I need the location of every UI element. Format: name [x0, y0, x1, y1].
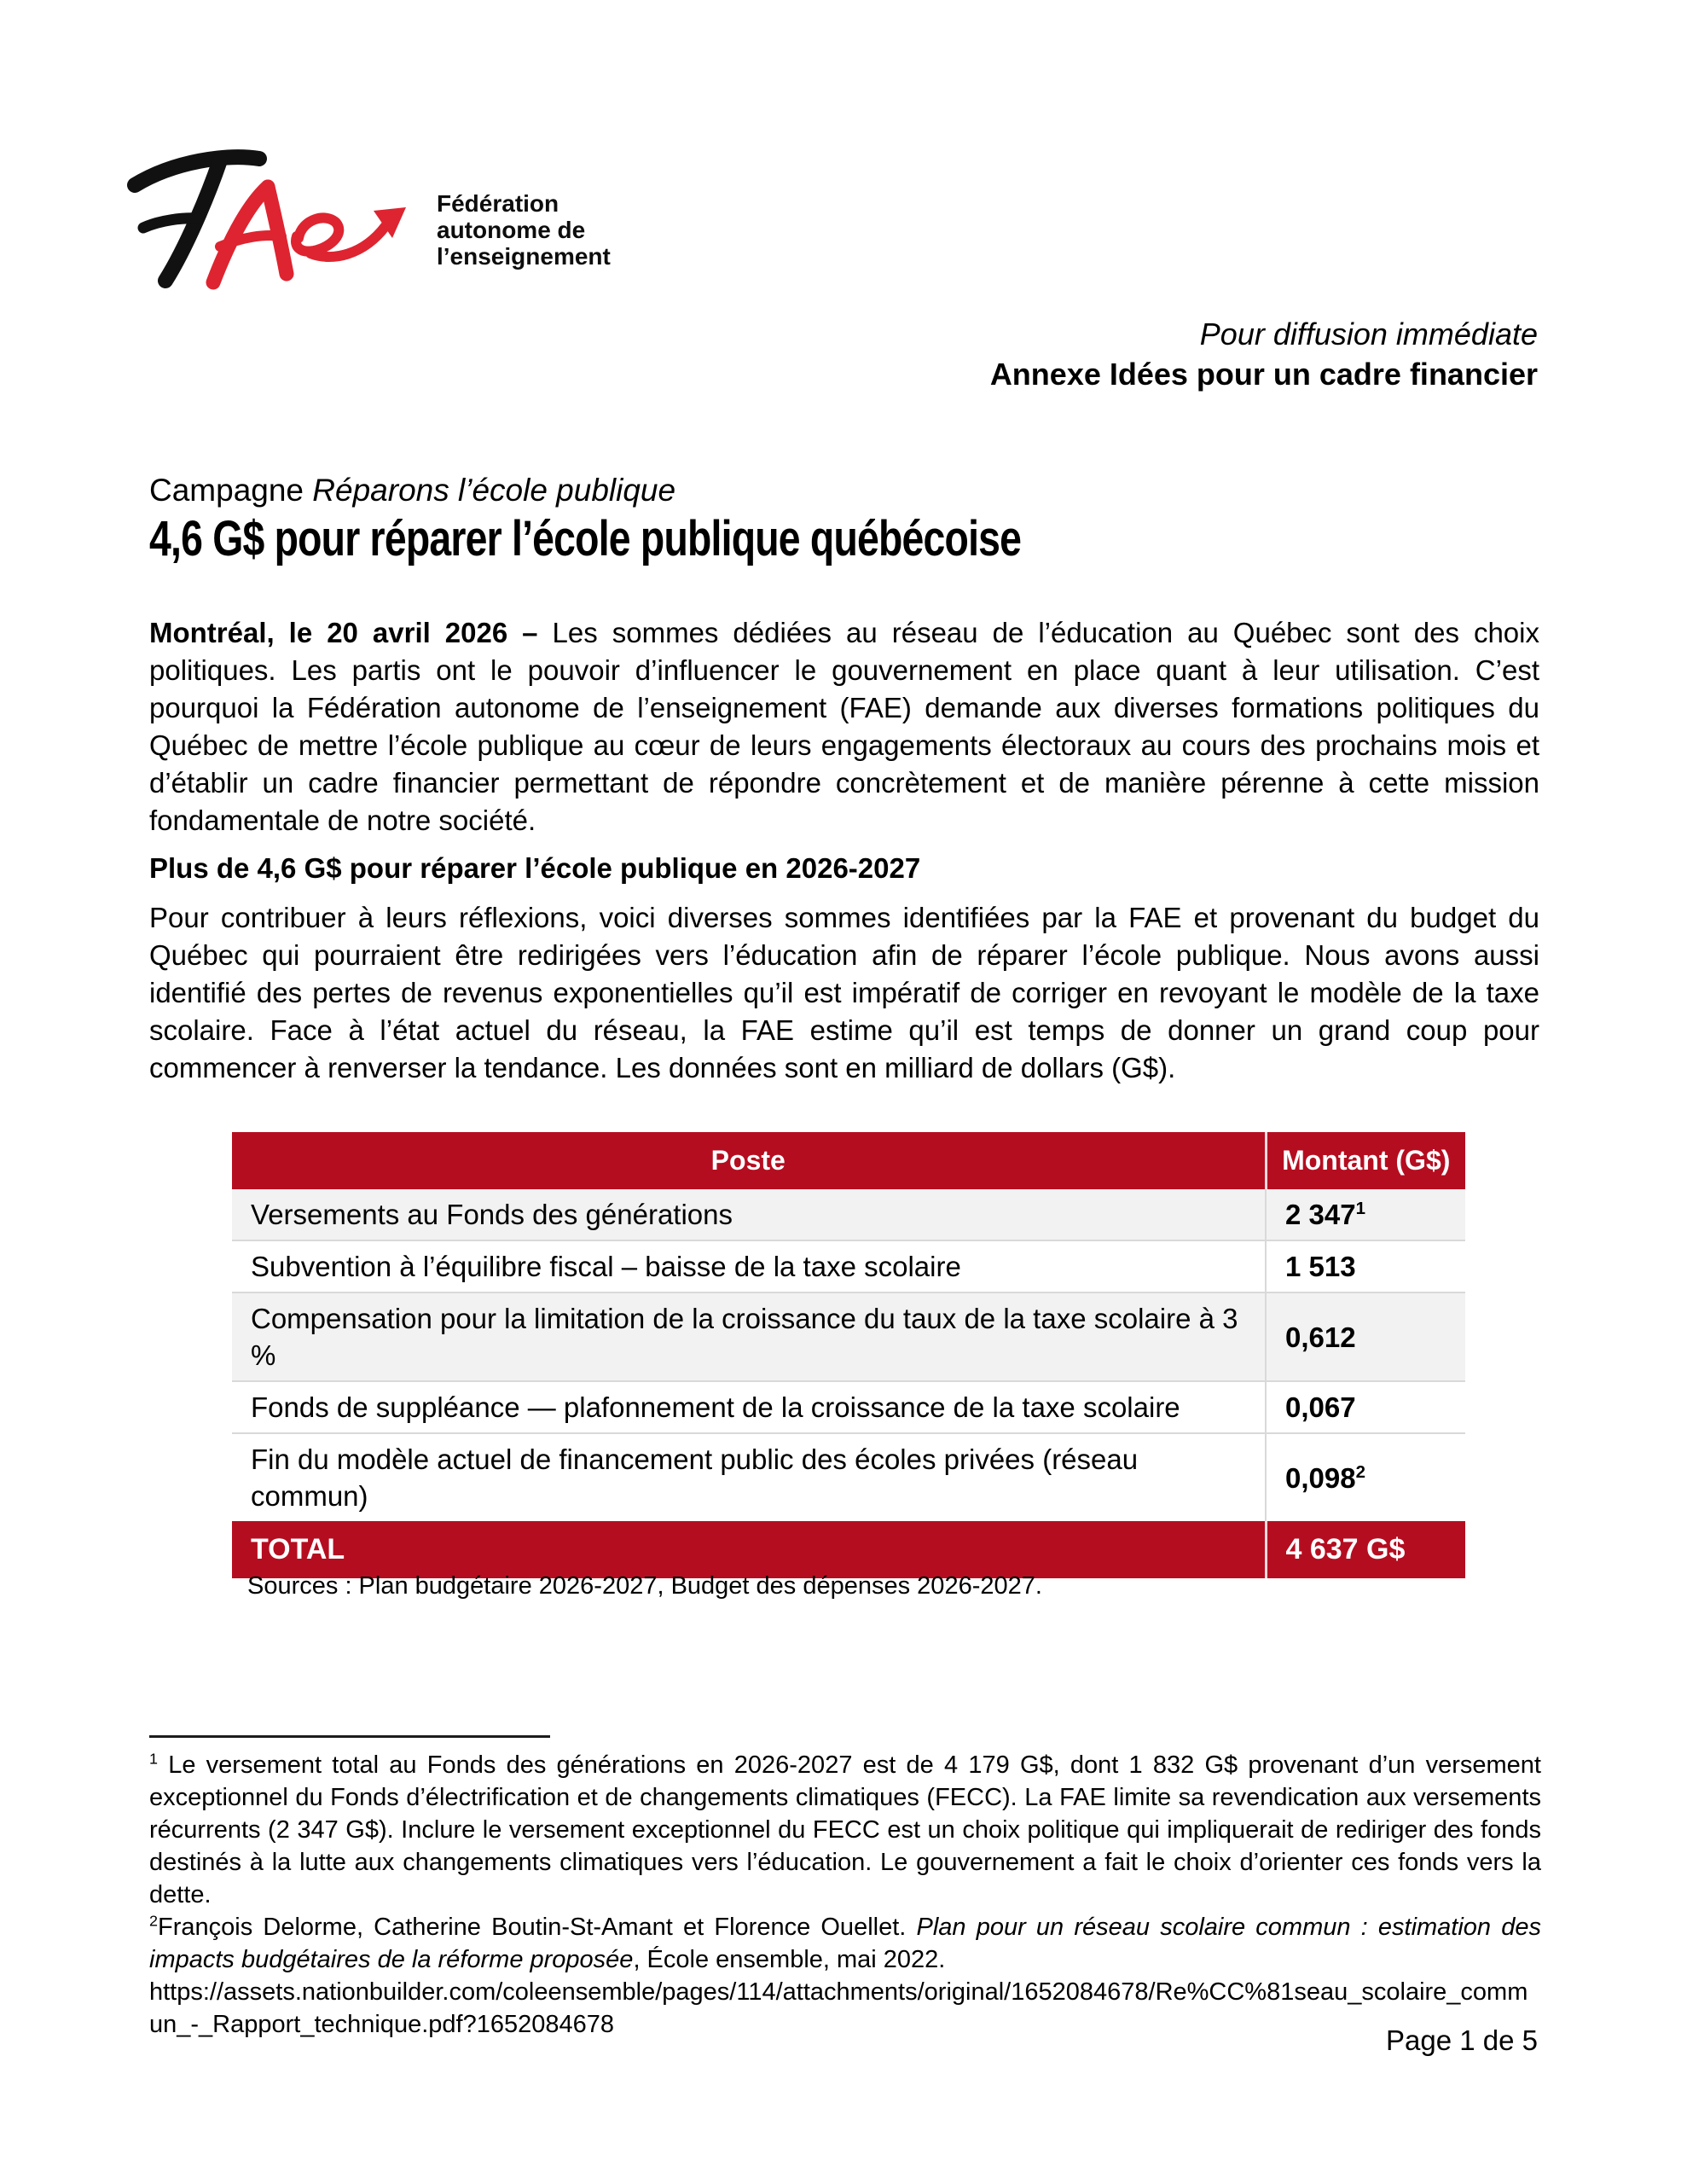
- montant-cell: 1 513: [1266, 1240, 1465, 1292]
- footnotes: [149, 1749, 1541, 2041]
- poste-cell: Fin du modèle actuel de financement public des écoles privées (réseau commun): [232, 1433, 1266, 1521]
- poste-cell: Subvention à l’équilibre fiscal – baisse de la taxe scolaire: [232, 1240, 1266, 1292]
- dateline: Montréal, le 20 avril 2026 –: [149, 617, 538, 648]
- montant-cell: 0,098$^2$: [1266, 1433, 1465, 1521]
- table-header-row: [232, 1132, 1465, 1189]
- footnote-2-marker: 2: [149, 1912, 158, 1930]
- intro-paragraph: [149, 614, 1539, 839]
- footnote-reference: 2: [1355, 1461, 1365, 1482]
- montant-cell: 0,612: [1266, 1292, 1465, 1381]
- org-name-line2: autonome de: [437, 217, 586, 243]
- montant-cell: 0,067: [1266, 1381, 1465, 1433]
- footnote-reference: 1: [1355, 1199, 1365, 1218]
- footnote-2-publication: , École ensemble, mai 2022.: [633, 1946, 946, 1973]
- table-row: [232, 1433, 1465, 1521]
- table-row: [232, 1292, 1465, 1381]
- footnote-2: [149, 1911, 1541, 2041]
- campaign-prefix: Campagne: [149, 473, 313, 508]
- campaign-line: [149, 471, 675, 510]
- page-number: Page 1 de 5: [1386, 2024, 1538, 2056]
- budget-table: [232, 1132, 1465, 1578]
- table-sources: Sources : Plan budgétaire 2026-2027, Budget des dépenses 2026-2027.: [247, 1572, 1042, 1600]
- table-row: [232, 1381, 1465, 1433]
- footnote-separator: [149, 1735, 550, 1738]
- footnote-2-url: https://assets.nationbuilder.com/coleensemble/pages/114/attachments/original/1652084678/Re%CC%81seau_scolaire_commun_-_Rapport_technique.pdf?1652084678: [149, 1978, 1528, 2038]
- column-header-montant: Montant (G$): [1266, 1132, 1465, 1189]
- total-label: TOTAL: [232, 1521, 1266, 1578]
- footnote-2-work-title: Plan pour un réseau scolaire commun : estimation des impacts budgétaires de la réforme proposée: [149, 1914, 1541, 1973]
- campaign-name: Réparons l’école publique: [312, 473, 676, 508]
- footnote-1: [149, 1749, 1541, 1911]
- fae-logo: [109, 132, 655, 311]
- headline-wrap: [149, 510, 1599, 578]
- footnote-2-authors: François Delorme, Catherine Boutin-St-Amant et Florence Ouellet.: [158, 1914, 917, 1941]
- poste-cell: Compensation pour la limitation de la croissance du taux de la taxe scolaire à 3 %: [232, 1292, 1266, 1381]
- footnote-1-text: Le versement total au Fonds des générations en 2026-2027 est de 4 179 G$, dont 1 832 G$ provenant d’un versement exceptionnel du Fonds d’électrification et de changements climatiques (FECC). La FAE limite sa revendication aux versements récurrents (2 347 G$). Inclure le versement exceptionnel du FECC est un choix politique qui impliquerait de rediriger des fonds destinés à la lutte aux changements climatiques vers l’éducation. Le gouvernement a fait le choix d’orienter ces fonds vers la dette.: [149, 1751, 1541, 1908]
- table-row: [232, 1240, 1465, 1292]
- annex-title: Annexe Idées pour un cadre financier: [989, 357, 1538, 392]
- section-heading: Plus de 4,6 G$ pour réparer l’école publique en 2026-2027: [149, 852, 921, 884]
- poste-cell: Versements au Fonds des générations: [232, 1189, 1266, 1240]
- release-header: [990, 314, 1538, 394]
- org-name-line3: l’enseignement: [437, 243, 611, 270]
- poste-cell: Fonds de suppléance — plafonnement de la croissance de la taxe scolaire: [232, 1381, 1266, 1433]
- total-value: 4 637 G$: [1266, 1521, 1465, 1578]
- column-header-poste: Poste: [232, 1132, 1266, 1189]
- org-name: [437, 190, 611, 270]
- intro-text: Les sommes dédiées au réseau de l’éducation au Québec sont des choix politiques. Les partis ont le pouvoir d’influencer le gouvernement en place quant à leur utilisation. C’est pourquoi la Fédération autonome de l’enseignement (FAE) demande aux diverses formations politiques du Québec de mettre l’école publique au cœur de leurs engagements électoraux au cours des prochains mois et d’établir un cadre financier permettant de répondre concrètement et de manière pérenne à cette mission fondamentale de notre société.: [149, 617, 1539, 836]
- table-row: [232, 1189, 1465, 1240]
- section-paragraph: Pour contribuer à leurs réflexions, voici diverses sommes identifiées par la FAE et provenant du budget du Québec qui pourraient être redirigées vers l’éducation afin de réparer l’école publique. Nous avons aussi identifié des pertes de revenus exponentielles qu’il est impératif de corriger en revoyant le modèle de la taxe scolaire. Face à l’état actuel du réseau, la FAE estime qu’il est temps de donner un grand coup pour commencer à renverser la tendance. Les données sont en milliard de dollars (G$).: [149, 902, 1539, 1083]
- fae-logo-mark: [109, 132, 425, 311]
- budget-table-body: [232, 1189, 1465, 1521]
- footnote-1-marker: 1: [149, 1750, 158, 1768]
- release-line: Pour diffusion immédiate: [1199, 317, 1538, 351]
- montant-cell: 2 $347^1$: [1266, 1189, 1465, 1240]
- org-name-line1: Fédération: [437, 190, 559, 217]
- page-title: 4,6 G$ pour réparer l’école publique québécoise: [149, 511, 1022, 566]
